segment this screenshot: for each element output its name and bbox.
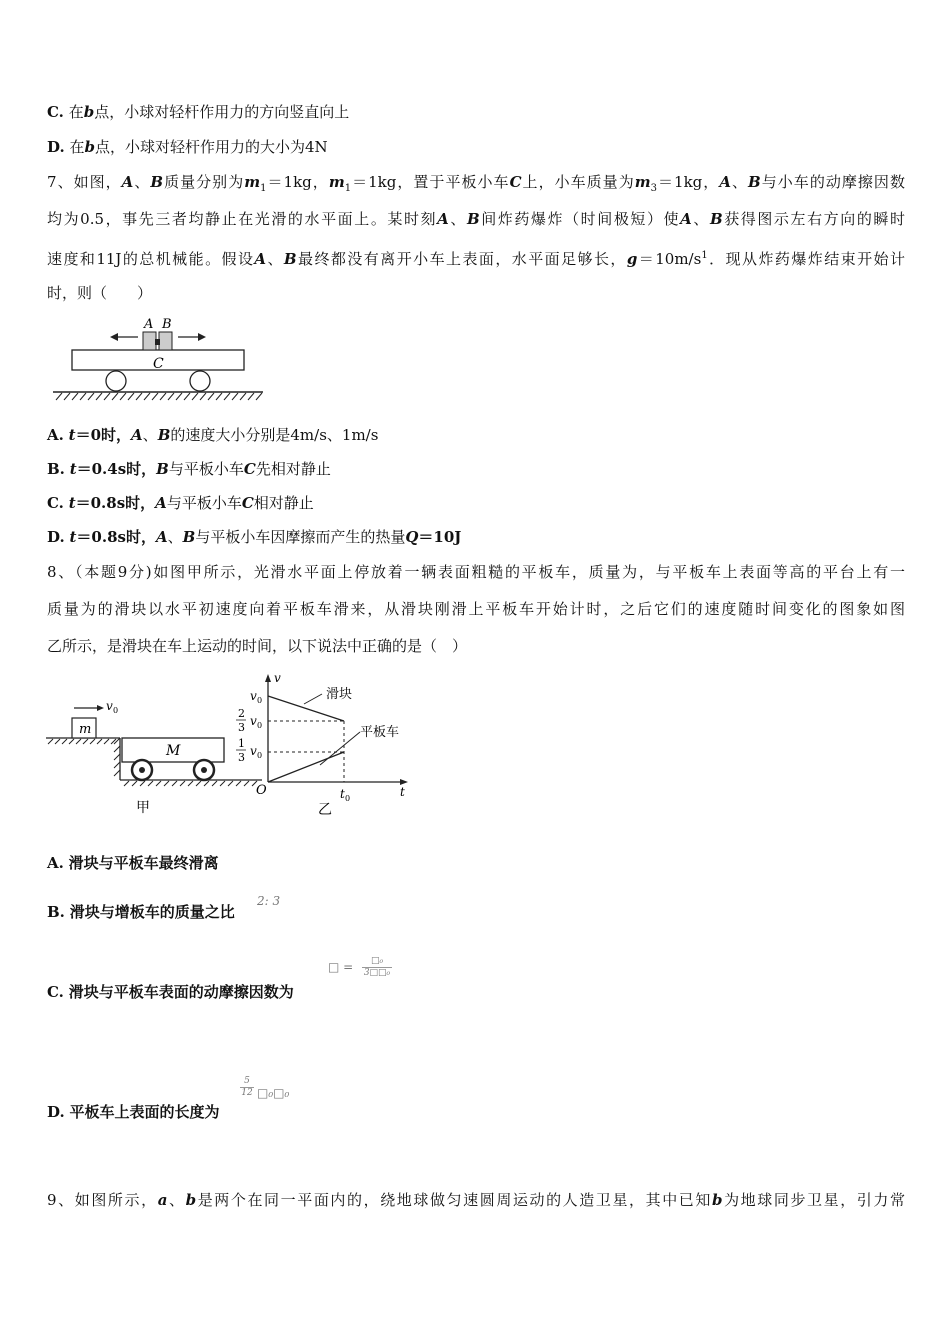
option-label: A. bbox=[47, 854, 64, 872]
axis-t-label: t bbox=[400, 785, 405, 799]
option-text: 滑块与平板车最终滑离 bbox=[68, 854, 219, 872]
text: 为地球同步卫星，引力常 bbox=[722, 1191, 905, 1209]
formula-num: □₀ bbox=[370, 956, 384, 966]
tick-23-sub: 0 bbox=[257, 721, 263, 730]
var: m bbox=[328, 173, 345, 191]
var: B bbox=[182, 528, 196, 546]
option-label: D. bbox=[47, 138, 65, 156]
v-axis-arrow bbox=[265, 674, 271, 682]
text: 、 bbox=[448, 210, 467, 228]
q8-stem-line-3: 乙所示，是滑块在车上运动的时间，以下说法中正确的是（ ） bbox=[47, 637, 468, 655]
q7-option-b bbox=[47, 459, 331, 479]
subscript: 1 bbox=[344, 183, 352, 194]
tick-23-num: 2 bbox=[238, 707, 245, 720]
label-slider: 滑块 bbox=[326, 687, 353, 702]
option-label: C. bbox=[47, 103, 64, 121]
q8-formula-mu-lhs: □ = bbox=[328, 960, 354, 974]
var: A bbox=[437, 210, 449, 228]
superscript: 1 bbox=[701, 250, 708, 261]
var: g bbox=[626, 250, 638, 268]
label-v0: v bbox=[106, 699, 113, 713]
q7-figure-cart bbox=[48, 314, 268, 406]
text: 7、如图， bbox=[47, 173, 122, 191]
q8-figure-yi bbox=[228, 670, 418, 820]
text: 与平板小车 bbox=[168, 460, 244, 478]
var: A bbox=[121, 173, 134, 191]
q7-stem-line-1 bbox=[47, 172, 905, 199]
var: b bbox=[84, 138, 95, 156]
var: A bbox=[254, 250, 267, 268]
text: 相对静止 bbox=[253, 494, 314, 512]
tick-13-v: v bbox=[250, 744, 257, 758]
axis-v-label: v bbox=[274, 671, 281, 685]
block-b bbox=[159, 332, 172, 350]
text: 与小车的动摩擦因数 bbox=[760, 173, 905, 191]
option-label: D. bbox=[47, 1103, 65, 1121]
ground bbox=[53, 392, 263, 400]
var: b bbox=[712, 1191, 723, 1209]
text: 的速度大小分别是4m/s、1m/s bbox=[170, 426, 379, 444]
var: B bbox=[150, 173, 164, 191]
label-m: m bbox=[79, 722, 92, 737]
q8-formula-length-fraction bbox=[240, 1076, 254, 1098]
q8-option-d bbox=[47, 1102, 220, 1122]
q7-option-a bbox=[47, 425, 378, 445]
text: 、 bbox=[142, 426, 158, 444]
text: 质量分别为 bbox=[163, 173, 245, 191]
label-a: A bbox=[144, 317, 154, 332]
text: 最终都没有离开小车上表面，水平面足够长， bbox=[296, 250, 627, 268]
tick-v0-sub: 0 bbox=[257, 696, 263, 705]
wheel-right-hub bbox=[201, 767, 207, 773]
text: ＝1kg， bbox=[266, 173, 329, 191]
label-v0-sub: 0 bbox=[113, 706, 119, 715]
text: 、 bbox=[691, 210, 710, 228]
var: b bbox=[83, 103, 95, 121]
q8-formula-mu-fraction bbox=[362, 956, 392, 978]
var: B bbox=[466, 210, 480, 228]
text: ＝0.8s时， bbox=[76, 528, 156, 546]
text: 、 bbox=[266, 250, 284, 268]
tick-23-den: 3 bbox=[238, 721, 245, 734]
option-text: 点，小球对轻杆作用力的大小为4N bbox=[95, 138, 328, 156]
caption-jia: 甲 bbox=[136, 800, 150, 816]
text: ＝1kg，置于平板小车 bbox=[351, 173, 510, 191]
subscript: 1 bbox=[260, 183, 267, 194]
option-label: B. bbox=[47, 460, 65, 478]
q8-option-a bbox=[47, 853, 219, 873]
var: C bbox=[243, 460, 256, 478]
var: Q bbox=[405, 528, 419, 546]
q6-option-c bbox=[47, 102, 349, 122]
leader-slider bbox=[304, 694, 322, 704]
label-b: B bbox=[162, 317, 172, 332]
text: 是两个在同一平面内的，绕地球做匀速圆周运动的人造卫星，其中已知 bbox=[196, 1191, 712, 1209]
q8-formula-length-rest: □₀□₀ bbox=[257, 1086, 290, 1100]
block-a bbox=[143, 332, 156, 350]
arrow-right-head bbox=[198, 333, 206, 341]
q8-option-b bbox=[47, 902, 235, 922]
text: 间炸药爆炸（时间极短）使 bbox=[479, 210, 681, 228]
option-text: 滑块与增板车的质量之比 bbox=[69, 903, 235, 921]
q7-option-c bbox=[47, 493, 314, 513]
var: C bbox=[509, 173, 522, 191]
text: 获得图示左右方向的瞬时 bbox=[722, 210, 905, 228]
formula-den: 12 bbox=[241, 1088, 253, 1098]
q9-stem-line-1 bbox=[47, 1190, 905, 1210]
option-text: 在 bbox=[68, 103, 84, 121]
velocity-arrow-head bbox=[97, 705, 104, 711]
label-cart: 平板车 bbox=[360, 725, 400, 740]
q6-option-d bbox=[47, 137, 328, 157]
text: ＝0.4s时， bbox=[76, 460, 157, 478]
option-label: C. bbox=[47, 494, 64, 512]
var: m bbox=[634, 173, 651, 191]
var: B bbox=[157, 426, 171, 444]
option-text: 点，小球对轻杆作用力的方向竖直向上 bbox=[94, 103, 350, 121]
var: B bbox=[709, 210, 723, 228]
var: A bbox=[719, 173, 731, 191]
line-cart bbox=[268, 752, 344, 782]
tick-13-sub: 0 bbox=[257, 751, 263, 760]
var: A bbox=[155, 528, 168, 546]
text: 上，小车质量为 bbox=[521, 173, 635, 191]
q7-stem-line-2 bbox=[47, 209, 905, 229]
option-text: 滑块与平板车表面的动摩擦因数为 bbox=[68, 983, 294, 1001]
q7-stem-line-4: 时，则（ ） bbox=[47, 284, 153, 302]
text: 均为0.5，事先三者均静止在光滑的水平面上。某时刻 bbox=[47, 210, 438, 228]
var: B bbox=[748, 173, 761, 191]
formula-num: 5 bbox=[244, 1076, 250, 1086]
option-label: A. bbox=[47, 426, 64, 444]
var: t bbox=[69, 460, 77, 478]
var: A bbox=[131, 426, 143, 444]
text: ＝0时， bbox=[75, 426, 132, 444]
formula-den: 3□□₀ bbox=[363, 968, 391, 978]
q8-formula-ratio: 2: 3 bbox=[257, 894, 281, 908]
subscript: 3 bbox=[650, 183, 657, 194]
var: B bbox=[283, 250, 297, 268]
option-label: C. bbox=[47, 983, 64, 1001]
wheel-left-hub bbox=[139, 767, 145, 773]
var: t bbox=[68, 494, 76, 512]
var: a bbox=[157, 1191, 168, 1209]
var: B bbox=[156, 460, 169, 478]
label-M: M bbox=[166, 743, 181, 759]
tick-t0: t bbox=[340, 787, 345, 801]
var: A bbox=[680, 210, 692, 228]
origin-label: O bbox=[256, 783, 267, 798]
text: ＝1kg， bbox=[656, 173, 720, 191]
text: ＝10m/s bbox=[637, 250, 702, 268]
var: t bbox=[69, 528, 77, 546]
leader-cart bbox=[320, 732, 360, 765]
tick-t0-sub: 0 bbox=[345, 794, 351, 803]
tick-v0: v bbox=[250, 689, 257, 703]
var: t bbox=[68, 426, 76, 444]
text: 、 bbox=[167, 1191, 186, 1209]
text: 、 bbox=[730, 173, 749, 191]
option-text: 平板车上表面的长度为 bbox=[69, 1103, 220, 1121]
option-label: B. bbox=[47, 903, 65, 921]
caption-yi: 乙 bbox=[318, 802, 332, 818]
text: 与平板小车 bbox=[166, 494, 242, 512]
label-c: C bbox=[153, 356, 164, 372]
text: ．现从炸药爆炸结束开始计 bbox=[707, 250, 905, 268]
text: 先相对静止 bbox=[255, 460, 331, 478]
var: C bbox=[241, 494, 254, 512]
option-text: 在 bbox=[69, 138, 85, 156]
tick-13-den: 3 bbox=[238, 751, 245, 764]
arrow-left-head bbox=[110, 333, 118, 341]
var: A bbox=[155, 494, 167, 512]
var: m bbox=[244, 173, 261, 191]
q8-stem-line-1: 8、（本题9分)如图甲所示，光滑水平面上停放着一辆表面粗糙的平板车，质量为，与平板车上表面等高的平台上有一 bbox=[47, 563, 905, 581]
q8-option-c bbox=[47, 982, 294, 1002]
text: ＝0.8s时， bbox=[75, 494, 156, 512]
text: 与平板小车因摩擦而产生的热量 bbox=[195, 528, 406, 546]
wheel-left bbox=[106, 371, 126, 391]
q7-option-d bbox=[47, 527, 461, 547]
q7-stem-line-3 bbox=[47, 246, 905, 269]
var: b bbox=[185, 1191, 197, 1209]
option-label: D. bbox=[47, 528, 65, 546]
wheel-right bbox=[190, 371, 210, 391]
tick-13-num: 1 bbox=[238, 737, 245, 750]
text: 速度和11J的总机械能。假设 bbox=[47, 250, 255, 268]
q8-stem-line-2: 质量为的滑块以水平初速度向着平板车滑来，从滑块刚滑上平板车开始计时，之后它们的速度随时间变化的图象如图 bbox=[47, 600, 905, 618]
text: 、 bbox=[167, 528, 183, 546]
explosive bbox=[155, 339, 160, 345]
text: 9、如图所示， bbox=[47, 1191, 158, 1209]
tick-23-v: v bbox=[250, 714, 257, 728]
text: 、 bbox=[133, 173, 151, 191]
text: ＝10J bbox=[418, 528, 462, 546]
